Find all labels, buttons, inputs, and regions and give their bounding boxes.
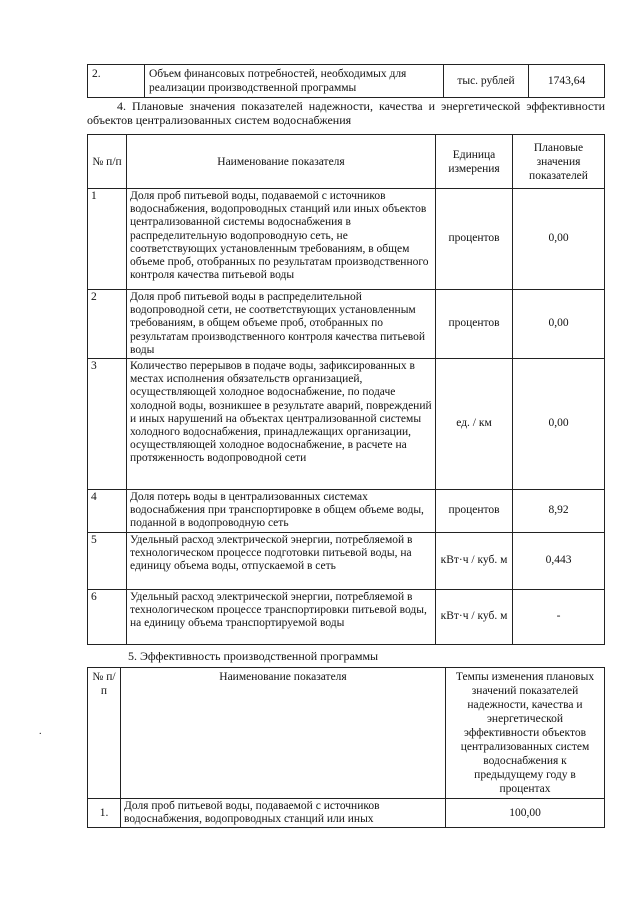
header-num: № п/п bbox=[88, 135, 127, 189]
value-cell: - bbox=[513, 589, 605, 644]
table-header-row bbox=[88, 135, 605, 189]
value-cell: 1743,64 bbox=[529, 65, 605, 98]
unit-cell: процентов bbox=[436, 290, 513, 359]
row-number: 4 bbox=[88, 490, 127, 533]
row-number: 3 bbox=[88, 359, 127, 490]
row-number: 2 bbox=[88, 290, 127, 359]
section-5-title: 5. Эффективность производственной программы bbox=[128, 649, 379, 663]
indicator-name: Удельный расход электрической энергии, потребляемой в технологическом процессе подготовки питьевой воды, на единицу объема воды, отпускаемой в сеть bbox=[127, 532, 436, 589]
table-row bbox=[88, 189, 605, 290]
value-cell: 8,92 bbox=[513, 490, 605, 533]
row-number: 6 bbox=[88, 589, 127, 644]
table-row bbox=[88, 799, 605, 828]
table-row bbox=[88, 290, 605, 359]
value-cell: 0,00 bbox=[513, 189, 605, 290]
reliability-indicators-table bbox=[87, 134, 605, 645]
unit-cell: кВт·ч / куб. м bbox=[436, 532, 513, 589]
table-header-row bbox=[88, 668, 605, 799]
header-value: Плановые значения показателей bbox=[513, 135, 605, 189]
indicator-name: Объем финансовых потребностей, необходимых для реализации производственной программы bbox=[145, 65, 444, 98]
table-row bbox=[88, 532, 605, 589]
indicator-name: Удельный расход электрической энергии, потребляемой в технологическом процессе транспортировки питьевой воды, на единицу объема транспортируемой воды bbox=[127, 589, 436, 644]
header-value: Темпы изменения плановых значений показателей надежности, качества и энергетической эффективности объектов централизованных систем водоснабжения к предыдущему году в процентах bbox=[446, 668, 605, 799]
value-cell: 0,00 bbox=[513, 290, 605, 359]
financial-needs-table bbox=[87, 64, 605, 98]
unit-cell: тыс. рублей bbox=[444, 65, 529, 98]
header-name: Наименование показателя bbox=[127, 135, 436, 189]
header-unit: Единица измерения bbox=[436, 135, 513, 189]
unit-cell: процентов bbox=[436, 490, 513, 533]
section-4-title: 4. Плановые значения показателей надежности, качества и энергетической эффективности объектов централизованных систем водоснабжения bbox=[87, 99, 605, 127]
header-name: Наименование показателя bbox=[121, 668, 446, 799]
program-efficiency-table bbox=[87, 667, 605, 828]
indicator-name: Доля потерь воды в централизованных системах водоснабжения при транспортировке в общем объеме воды, поданной в водопроводную сеть bbox=[127, 490, 436, 533]
value-cell: 100,00 bbox=[446, 799, 605, 828]
margin-mark: . bbox=[39, 726, 42, 737]
row-number: 1 bbox=[88, 189, 127, 290]
table-row bbox=[88, 65, 605, 98]
value-cell: 0,443 bbox=[513, 532, 605, 589]
header-num: № п/п bbox=[88, 668, 121, 799]
unit-cell: процентов bbox=[436, 189, 513, 290]
row-number: 2. bbox=[88, 65, 145, 98]
unit-cell: ед. / км bbox=[436, 359, 513, 490]
value-cell: 0,00 bbox=[513, 359, 605, 490]
unit-cell: кВт·ч / куб. м bbox=[436, 589, 513, 644]
row-number: 1. bbox=[88, 799, 121, 828]
indicator-name: Доля проб питьевой воды в распределительной водопроводной сети, не соответствующих установленным требованиям, в общем объеме проб, отобранных по результатам производственного контроля качества питьевой воды bbox=[127, 290, 436, 359]
table-row bbox=[88, 490, 605, 533]
indicator-name: Количество перерывов в подаче воды, зафиксированных в местах исполнения обязательств организацией, осуществляющей холодное водоснабжение, по подаче холодной воды, возникшее в результате аварий, повреждений и иных нарушений на объектах централизованной системы холодного водоснабжения, принадлежащих организации, осуществляющей холодное водоснабжение, в расчете на протяженность водопроводной сети bbox=[127, 359, 436, 490]
table-row bbox=[88, 589, 605, 644]
indicator-name: Доля проб питьевой воды, подаваемой с источников водоснабжения, водопроводных станций или иных объектов централизованной системы водоснабжения в распределительную водопроводную сеть, не соответствующих установленным требованиям, в общем объеме проб, отобранных по результатам производственного контроля качества питьевой воды bbox=[127, 189, 436, 290]
table-row bbox=[88, 359, 605, 490]
row-number: 5 bbox=[88, 532, 127, 589]
indicator-name: Доля проб питьевой воды, подаваемой с источников водоснабжения, водопроводных станций или иных bbox=[121, 799, 446, 828]
